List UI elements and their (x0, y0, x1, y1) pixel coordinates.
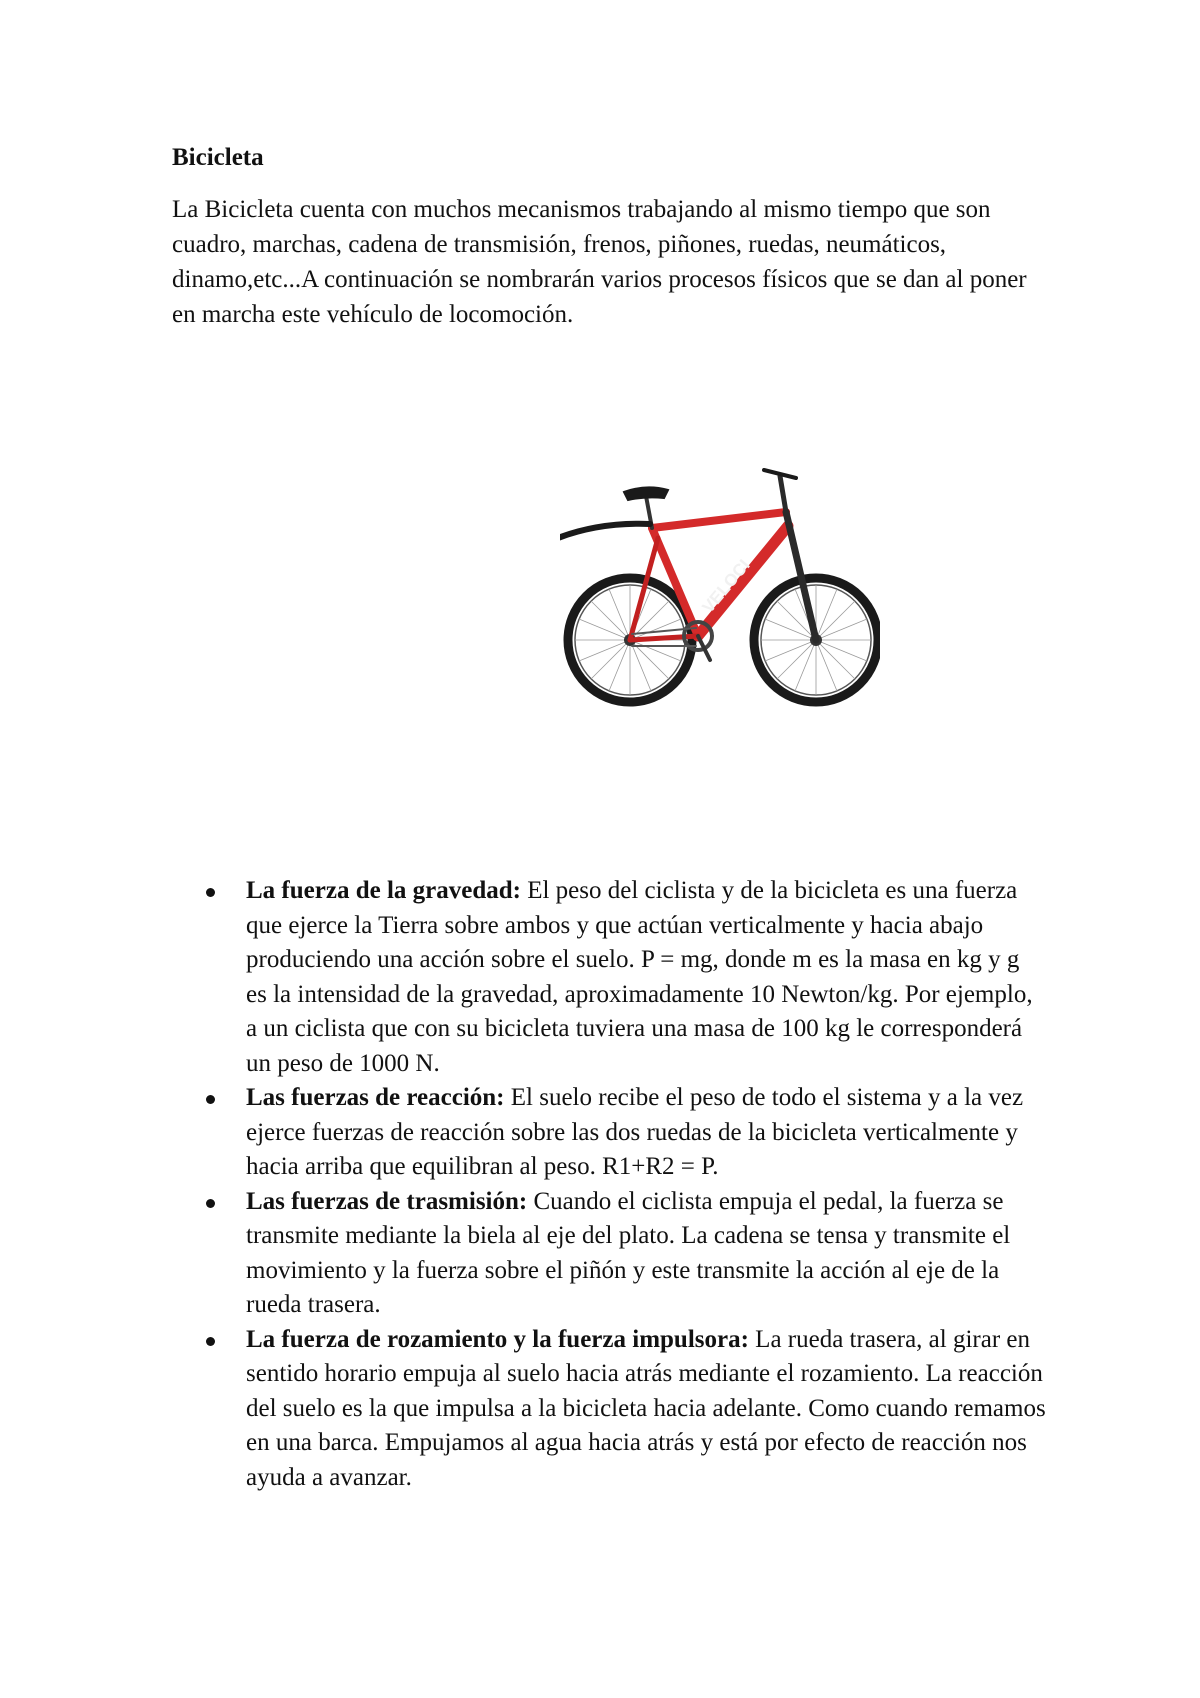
list-item-heading: La fuerza de la gravedad: (246, 877, 521, 904)
bullet-icon (206, 1095, 215, 1104)
bullet-icon (206, 888, 215, 897)
bullet-icon (206, 1199, 215, 1208)
forces-list (246, 874, 1046, 1495)
bicycle-image (560, 468, 880, 708)
list-item (246, 1323, 1046, 1496)
bullet-icon (206, 1337, 215, 1346)
list-item (246, 1185, 1046, 1323)
list-item (246, 1081, 1046, 1185)
list-item-heading: Las fuerzas de trasmisión: (246, 1187, 528, 1215)
frame-brand-text: VELOCI (698, 555, 754, 617)
bicycle-illustration (560, 468, 880, 708)
intro-paragraph: La Bicicleta cuenta con muchos mecanismos trabajando al mismo tiempo que son cuadro, marchas, cadena de transmisión, frenos, piñones, ruedas, neumáticos, dinamo,etc...A continuación se nombrarán varios procesos físicos que se dan al poner en marcha este vehículo de locomoción. (172, 196, 1027, 328)
list-item (246, 874, 1046, 1081)
document-title: Bicicleta (172, 144, 264, 171)
list-item-text: El suelo recibe el peso de todo el sistema y a la vez ejerce fuerzas de reacción sobre las dos ruedas de la bicicleta verticalmente y hacia arriba que equilibran al peso. R1+R2 = P. (246, 1084, 1024, 1180)
list-item-heading: Las fuerzas de reacción: (246, 1084, 505, 1111)
list-item-text: La rueda trasera, al girar en sentido horario empuja al suelo hacia atrás mediante el rozamiento. La reacción del suelo es la que impulsa a la bicicleta hacia adelante. Como cuando remamos en una barca. Empujamos al agua hacia atrás y está por efecto de reacción nos ayuda a avanzar. (246, 1325, 1046, 1491)
list-item-text: El peso del ciclista y de la bicicleta es una fuerza que ejerce la Tierra sobre ambos y que actúan verticalmente y hacia abajo produciendo una acción sobre el suelo. P = mg, donde m es la masa en kg y g es la intensidad de la gravedad, aproximadamente 10 Newton/kg. Por ejemplo, a un ciclista que con su bicicleta tuviera una masa de 100 kg le corresponderá un peso de 1000 N. (246, 877, 1033, 1077)
list-item-heading: La fuerza de rozamiento y la fuerza impulsora: (246, 1325, 749, 1353)
list-item-text: Cuando el ciclista empuja el pedal, la fuerza se transmite mediante la biela al eje del plato. La cadena se tensa y transmite el movimiento y la fuerza sobre el piñón y este transmite la acción al eje de la rueda trasera. (246, 1187, 1011, 1318)
